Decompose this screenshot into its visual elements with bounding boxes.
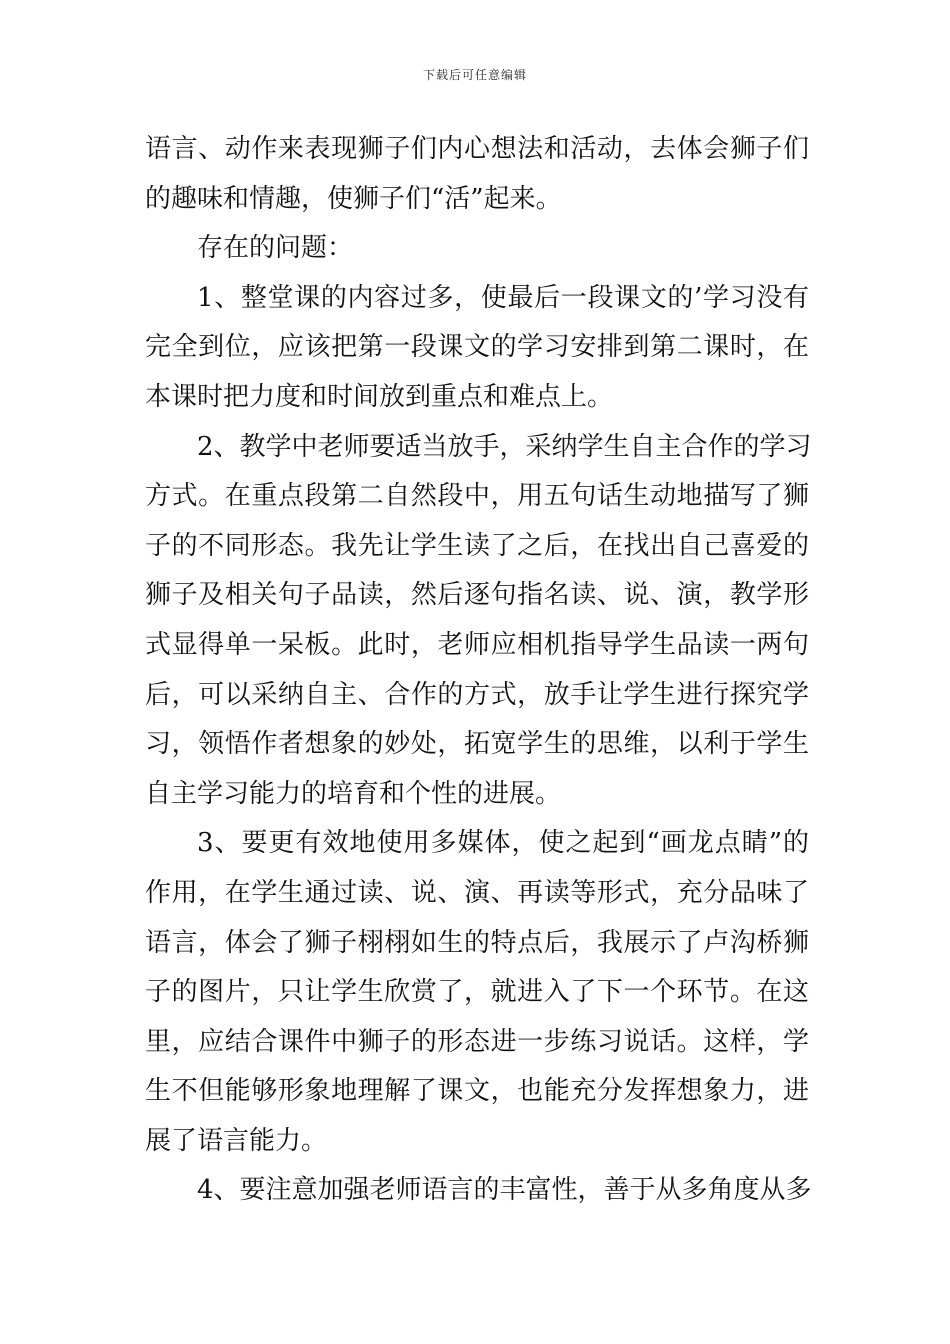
text-line: 4、要注意加强老师语言的丰富性，善于从多角度从多 (197, 1175, 812, 1206)
text-line: 存在的问题： (197, 233, 354, 264)
text-line: 展了语言能力。 (145, 1125, 328, 1156)
text-line: 2、教学中老师要适当放手，采纳学生自主合作的学习 (197, 431, 812, 462)
text-line: 后，可以采纳自主、合作的方式，放手让学生进行探究学 (145, 679, 809, 710)
text-line: 子的不同形态。我先让学生读了之后，在找出自己喜爱的 (145, 530, 809, 561)
text-line: 本课时把力度和时间放到重点和难点上。 (145, 381, 614, 412)
document-body (145, 125, 812, 1216)
text-line: 语言、动作来表现狮子们内心想法和活动，去体会狮子们 (145, 134, 809, 164)
page-header: 下载后可任意编辑 (422, 68, 527, 82)
text-line: 自主学习能力的培育和个性的进展。 (145, 778, 562, 809)
text-line: 语言，体会了狮子栩栩如生的特点后，我展示了卢沟桥狮 (145, 927, 809, 958)
text-line: 3、要更有效地使用多媒体，使之起到“画龙点睛”的 (197, 828, 809, 859)
text-line: 方式。在重点段第二自然段中，用五句话生动地描写了狮 (145, 481, 809, 512)
text-line: 子的图片，只让学生欣赏了，就进入了下一个环节。在这 (145, 977, 809, 1008)
text-line: 作用，在学生通过读、说、演、再读等形式，充分品味了 (145, 877, 809, 908)
text-line: 习，领悟作者想象的妙处，拓宽学生的思维，以利于学生 (145, 729, 809, 760)
text-line: 的趣味和情趣，使狮子们“活”起来。 (145, 183, 562, 214)
text-line: 完全到位，应该把第一段课文的学习安排到第二课时，在 (145, 332, 809, 363)
text-line: 生不但能够形象地理解了课文，也能充分发挥想象力，进 (145, 1076, 809, 1107)
text-line: 狮子及相关句子品读，然后逐句指名读、说、演，教学形 (145, 580, 809, 611)
text-line: 里，应结合课件中狮子的形态进一步练习说话。这样，学 (145, 1026, 809, 1057)
text-line: 1、整堂课的内容过多，使最后一段课文的’学习没有 (197, 282, 809, 313)
text-line: 式显得单一呆板。此时，老师应相机指导学生品读一两句 (145, 629, 809, 660)
